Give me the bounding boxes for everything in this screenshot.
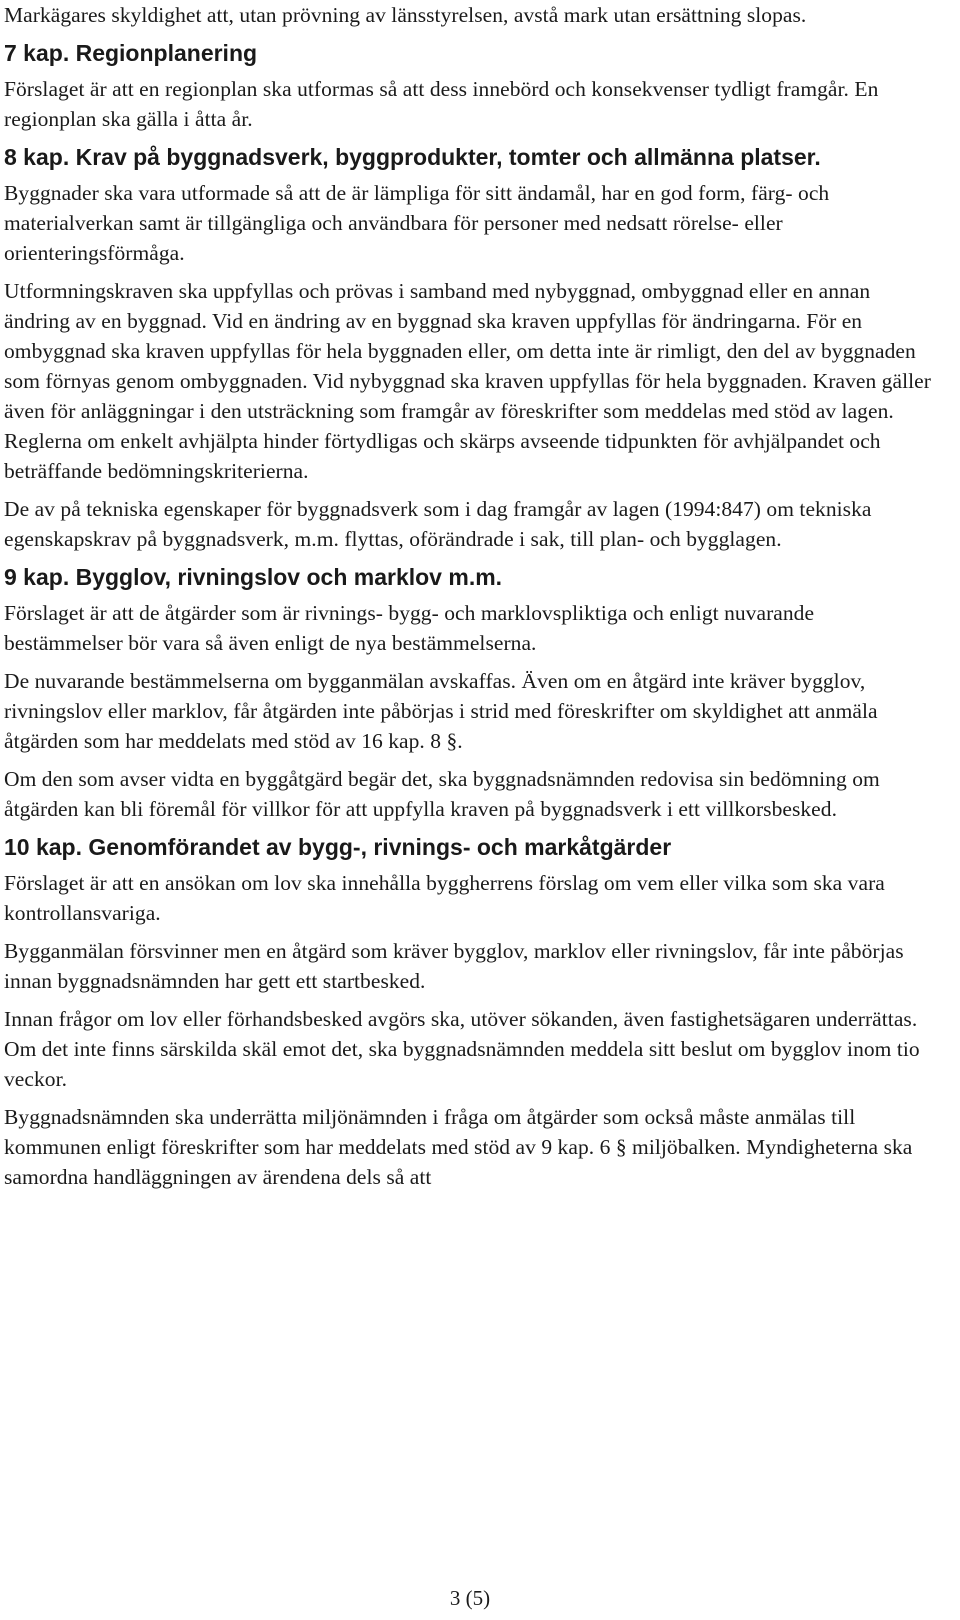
document-page (4, 0, 934, 1200)
paragraph: Om den som avser vidta en byggåtgärd begär det, ska byggnadsnämnden redovisa sin bedömning om åtgärden kan bli föremål för villkor för att uppfylla kraven på byggnadsverk i ett villkorsbesked. (4, 767, 880, 821)
section-heading-8-kap: 8 kap. Krav på byggnadsverk, byggprodukter, tomter och allmänna platser. (4, 144, 821, 170)
section-heading-10-kap: 10 kap. Genomförandet av bygg-, rivnings- och markåtgärder (4, 834, 672, 860)
paragraph: De nuvarande bestämmelserna om bygganmälan avskaffas. Även om en åtgärd inte kräver bygglov, rivningslov eller marklov, får åtgärden inte påbörjas i strid med föreskrifter om skyldighet att anmäla åtgärden som har meddelats med stöd av 16 kap. 8 §. (4, 669, 878, 753)
paragraph: Markägares skyldighet att, utan prövning av länsstyrelsen, avstå mark utan ersättning slopas. (4, 3, 807, 27)
page-number: 3 (5) (449, 1586, 491, 1610)
paragraph: Innan frågor om lov eller förhandsbesked avgörs ska, utöver sökanden, även fastighetsägaren underrättas. Om det inte finns särskilda skäl emot det, ska byggnadsnämnden meddela sitt beslut om bygglov inom tio veckor. (4, 1007, 920, 1091)
paragraph: Byggnadsnämnden ska underrätta miljönämnden i fråga om åtgärder som också måste anmälas till kommunen enligt föreskrifter som har meddelats med stöd av 9 kap. 6 § miljöbalken. Myndigheterna ska samordna handläggningen av ärendena dels så att (4, 1105, 913, 1189)
paragraph: Utformningskraven ska uppfyllas och prövas i samband med nybyggnad, ombyggnad eller en annan ändring av en byggnad. Vid en ändring av en byggnad ska kraven uppfyllas för ändringarna. För en ombyggnad ska kraven uppfyllas för hela byggnaden eller, om detta inte är rimligt, den del av byggnaden som förnyas genom ombyggnaden. Vid nybyggnad ska kraven uppfyllas för hela byggnaden. Kraven gäller även för anläggningar i den utsträckning som framgår av föreskrifter som meddelas med stöd av lagen. Reglerna om enkelt avhjälpta hinder förtydligas och skärps avseende tidpunkten för avhjälpandet och beträffande bedömningskriterierna. (4, 279, 931, 483)
paragraph: Förslaget är att en ansökan om lov ska innehålla byggherrens förslag om vem eller vilka som ska vara kontrollansvariga. (4, 871, 885, 925)
paragraph: Förslaget är att de åtgärder som är rivnings- bygg- och marklovspliktiga och enligt nuvarande bestämmelser bör vara så även enligt de nya bestämmelserna. (4, 601, 815, 655)
paragraph: Byggnader ska vara utformade så att de är lämpliga för sitt ändamål, har en god form, färg- och materialverkan samt är tillgängliga och användbara för personer med nedsatt rörelse- eller orienteringsförmåga. (4, 181, 830, 265)
paragraph: De av på tekniska egenskaper för byggnadsverk som i dag framgår av lagen (1994:847) om tekniska egenskapskrav på byggnadsverk, m.m. flyttas, oförändrade i sak, till plan- och bygglagen. (4, 497, 872, 551)
paragraph: Förslaget är att en regionplan ska utformas så att dess innebörd och konsekvenser tydligt framgår. En regionplan ska gälla i åtta år. (4, 77, 879, 131)
paragraph: Bygganmälan försvinner men en åtgärd som kräver bygglov, marklov eller rivningslov, får inte påbörjas innan byggnadsnämnden har gett ett startbesked. (4, 939, 904, 993)
section-heading-7-kap: 7 kap. Regionplanering (4, 40, 258, 66)
section-heading-9-kap: 9 kap. Bygglov, rivningslov och marklov m.m. (4, 564, 503, 590)
